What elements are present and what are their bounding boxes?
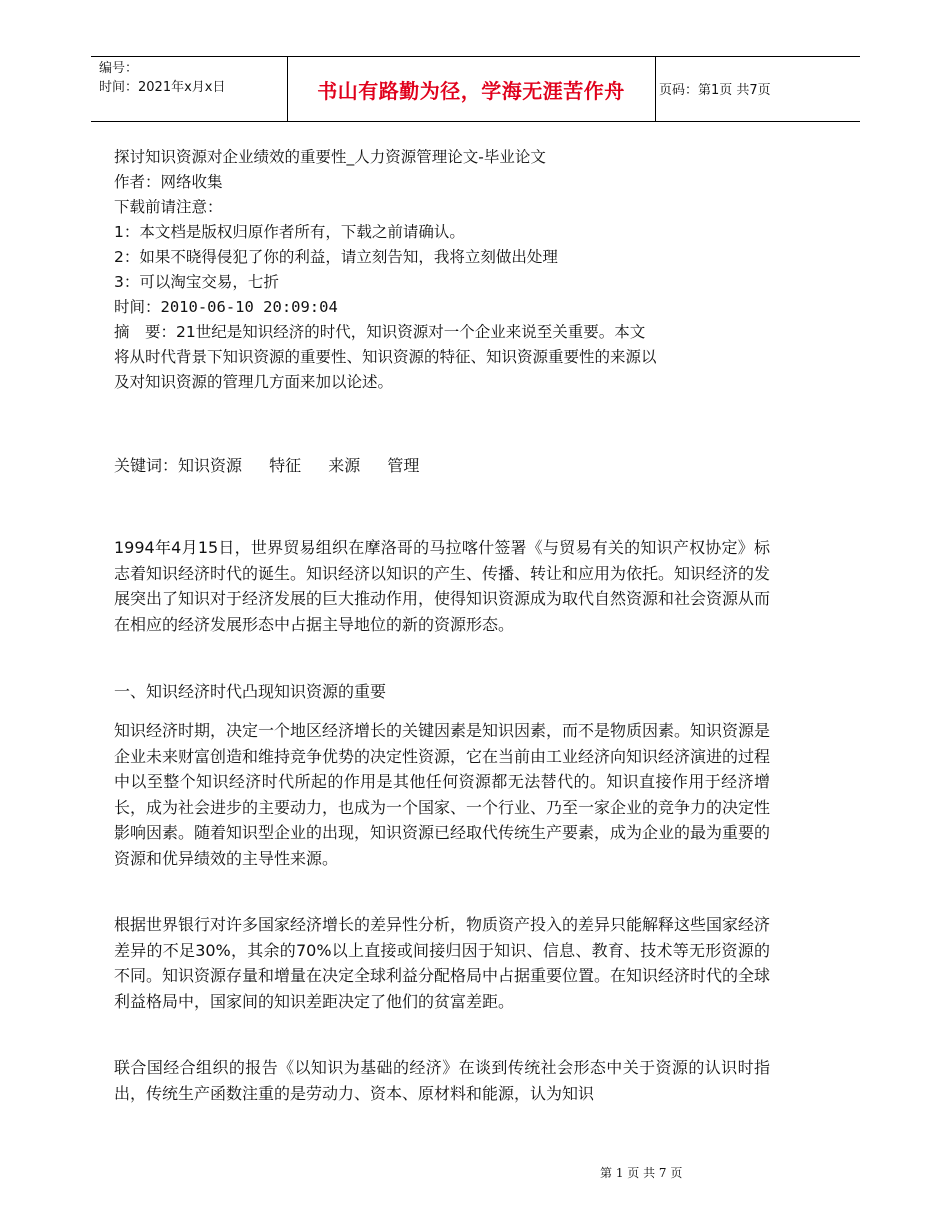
notice-heading: 下载前请注意： — [114, 198, 223, 216]
body-paragraph: 根据世界银行对许多国家经济增长的差异性分析，物质资产投入的差异只能解释这些国家经济差异的不足30%，其余的70%以上直接或间接归因于知识、信息、教育、技术等无形资源的不同。知识资源存量和增量在决定全球利益分配格局中占据重要位置。在知识经济时代的全球利益格局中，国家间的知识差距决定了他们的贫富差距。 — [114, 915, 771, 1011]
header-page-info: 页码：第1页 共7页 — [659, 83, 771, 98]
document-author: 作者：网络收集 — [114, 173, 223, 191]
document-number-label: 编号： — [99, 61, 139, 76]
document-title: 探讨知识资源对企业绩效的重要性_人力资源管理论文-毕业论文 — [114, 148, 546, 166]
header-left-cell — [99, 59, 289, 97]
page-footer: 第 1 页 共 7 页 — [600, 1166, 683, 1180]
abstract-line: 摘 要：21世纪是知识经济的时代，知识资源对一个企业来说至关重要。本文 — [114, 323, 646, 341]
body-paragraph: 联合国经合组织的报告《以知识为基础的经济》在谈到传统社会形态中关于资源的认识时指出，传统生产函数注重的是劳动力、资本、原材料和能源，认为知识 — [114, 1058, 770, 1103]
document-meta — [114, 145, 774, 395]
page-header — [91, 56, 860, 122]
keywords-label: 关键词： — [114, 456, 179, 475]
document-time-label: 时间：2021年x月x日 — [99, 80, 226, 95]
keyword: 知识资源 — [178, 456, 243, 475]
keyword: 管理 — [387, 456, 420, 475]
document-timestamp: 时间：2010-06-10 20:09:04 — [114, 298, 338, 316]
body-paragraph: 1994年4月15日，世界贸易组织在摩洛哥的马拉喀什签署《与贸易有关的知识产权协定》标志着知识经济时代的诞生。知识经济以知识的产生、传播、转让和应用为依托。知识经济的发展突出了知识对于经济发展的巨大推动作用，使得知识资源成为取代自然资源和社会资源从而在相应的经济发展形态中占据主导地位的新的资源形态。 — [114, 538, 771, 634]
notice-item: 3：可以淘宝交易，七折 — [114, 273, 279, 291]
keywords-row — [114, 453, 441, 476]
keyword: 来源 — [328, 456, 361, 475]
abstract-line: 及对知识资源的管理几方面来加以论述。 — [114, 373, 394, 391]
header-divider — [655, 57, 656, 121]
body-paragraph: 知识经济时期，决定一个地区经济增长的关键因素是知识因素，而不是物质因素。知识资源是企业未来财富创造和维持竞争优势的决定性资源，它在当前由工业经济向知识经济演进的过程中以至整个知识经济时代所起的作用是其他任何资源都无法替代的。知识直接作用于经济增长，成为社会进步的主要动力，也成为一个国家、一个行业、乃至一家企业的竞争力的决定性影响因素。随着知识型企业的出现，知识资源已经取代传统生产要素，成为企业的最为重要的资源和优异绩效的主导性来源。 — [114, 721, 771, 868]
section-heading: 一、知识经济时代凸现知识资源的重要 — [114, 682, 387, 701]
notice-item: 2：如果不晓得侵犯了你的利益，请立刻告知，我将立刻做出处理 — [114, 248, 558, 266]
header-motto: 书山有路勤为径，学海无涯苦作舟 — [317, 78, 625, 103]
notice-item: 1：本文档是版权归原作者所有，下载之前请确认。 — [114, 223, 465, 241]
keyword: 特征 — [269, 456, 302, 475]
abstract-line: 将从时代背景下知识资源的重要性、知识资源的特征、知识资源重要性的来源以 — [114, 348, 657, 366]
